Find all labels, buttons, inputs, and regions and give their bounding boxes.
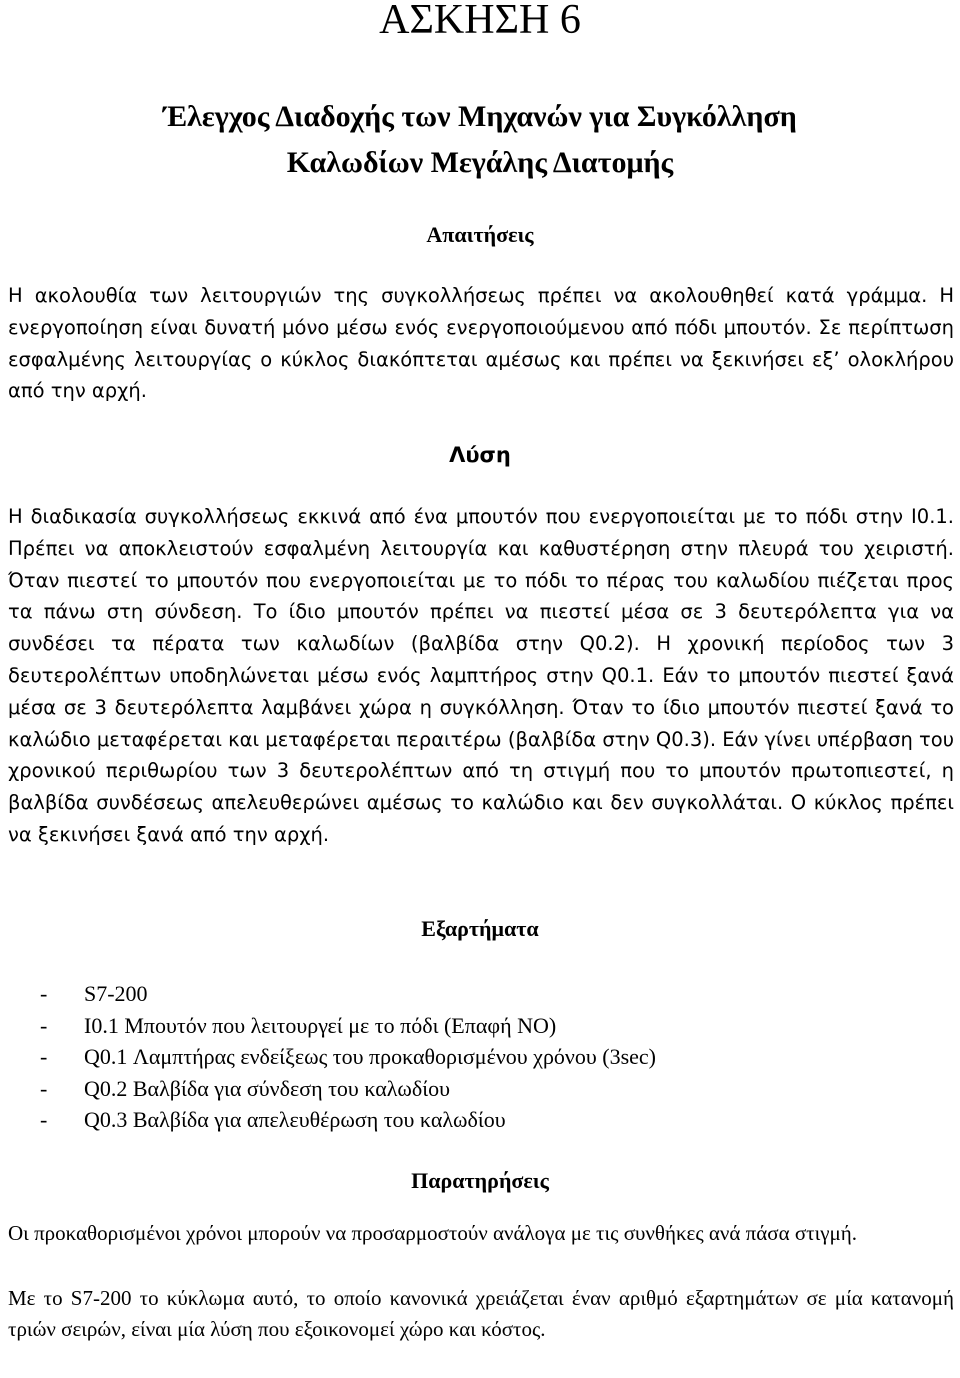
subtitle-line-1: Έλεγχος Διαδοχής των Μηχανών για Συγκόλληση [163,100,797,133]
list-item-text: Q0.3 Βαλβίδα για απελευθέρωση του καλωδίου [84,1107,506,1133]
list-dash: - [40,1044,48,1070]
list-item-text: Q0.1 Λαμπτήρας ενδείξεως του προκαθορισμένου χρόνου (3sec) [84,1044,657,1070]
list-dash: - [40,981,48,1006]
requirements-paragraph: Η ακολουθία των λειτουργιών της συγκολλήσεως πρέπει να ακολουθηθεί κατά γράμμα. Η ενεργοποίηση είναι δυνατή μόνο μέσω ενός ενεργοποιούμενου από πόδι μπουτόν. Σε περίπτωση εσφαλμένης λειτουργίας ο κύκλος διακόπτεται αμέσως και πρέπει να ξεκινήσει εξ’ ολοκλήρου από την αρχή. [8,284,954,403]
list-item [40,1104,656,1136]
list-item [40,978,656,1010]
list-item [40,1073,656,1105]
notes-paragraph-1: Οι προκαθορισμένοι χρόνοι μπορούν να προσαρμοστούν ανάλογα με τις συνθήκες ανά πάσα στιγμή. [8,1221,858,1245]
notes-paragraph-2: Με το S7-200 το κύκλωμα αυτό, το οποίο κανονικά χρειάζεται έναν αριθμό εξαρτημάτων σε μία κατανομή τριών σειρών, είναι μία λύση που εξοικονομεί χώρο και κόστος. [8,1286,954,1341]
list-item [40,1010,656,1042]
requirements-heading: Απαιτήσεις [426,222,534,247]
list-item [40,1041,656,1073]
list-item-text: S7-200 [84,981,148,1006]
list-dash: - [40,1107,48,1133]
list-dash: - [40,1075,48,1101]
subtitle-line-2: Καλωδίων Μεγάλης Διατομής [286,146,674,179]
solution-heading: Λύση [449,443,511,467]
notes-heading: Παρατηρήσεις [411,1168,549,1193]
components-list [40,978,656,1136]
exercise-title: ΑΣΚΗΣΗ 6 [379,0,581,43]
list-item-text: Q0.2 Βαλβίδα για σύνδεση του καλωδίου [84,1075,451,1101]
solution-paragraph: Η διαδικασία συγκολλήσεως εκκινά από ένα μπουτόν που ενεργοποιείται με το πόδι στην I0.1. Πρέπει να αποκλειστούν εσφαλμένη λειτουργία και καθυστέρηση στην πλευρά του χειριστή. Όταν πιεστεί το μπουτόν που ενεργοποιείται με το πόδι το πέρας του καλωδίου πιέζεται προς τα πάνω στη σύνδεση. Το ίδιο μπουτόν πρέπει να πιεστεί μέσα σε 3 δευτερόλεπτα για να συνδέσει τα πέρατα των καλωδίων (βαλβίδα στην Q0.2). Η χρονική περίοδος των 3 δευτερολέπτων υποδηλώνεται μέσω ενός λαμπτήρος στην Q0.1. Εάν το μπουτόν πιεστεί ξανά μέσα σε 3 δευτερόλεπτα λαμβάνει χώρα η συγκόλληση. Όταν το ίδιο μπουτόν πιεστεί ξανά το καλώδιο μεταφέρεται και μεταφέρεται περαιτέρω (βαλβίδα στην Q0.3). Εάν γίνει υπέρβαση του χρονικού περιθωρίου των 3 δευτερολέπτων από τη στιγμή που το μπουτόν πρωτοπιεστεί, η βαλβίδα συνδέσεως απελευθερώνει αμέσως το καλώδιο και δεν συγκολλάται. Ο κύκλος πρέπει να ξεκινήσει ξανά από την αρχή. [8,505,954,846]
list-item-text: I0.1 Μπουτόν που λειτουργεί με το πόδι (Επαφή NO) [84,1012,557,1038]
components-heading: Εξαρτήματα [421,916,539,941]
list-dash: - [40,1012,48,1038]
exercise-subtitle [0,94,960,186]
